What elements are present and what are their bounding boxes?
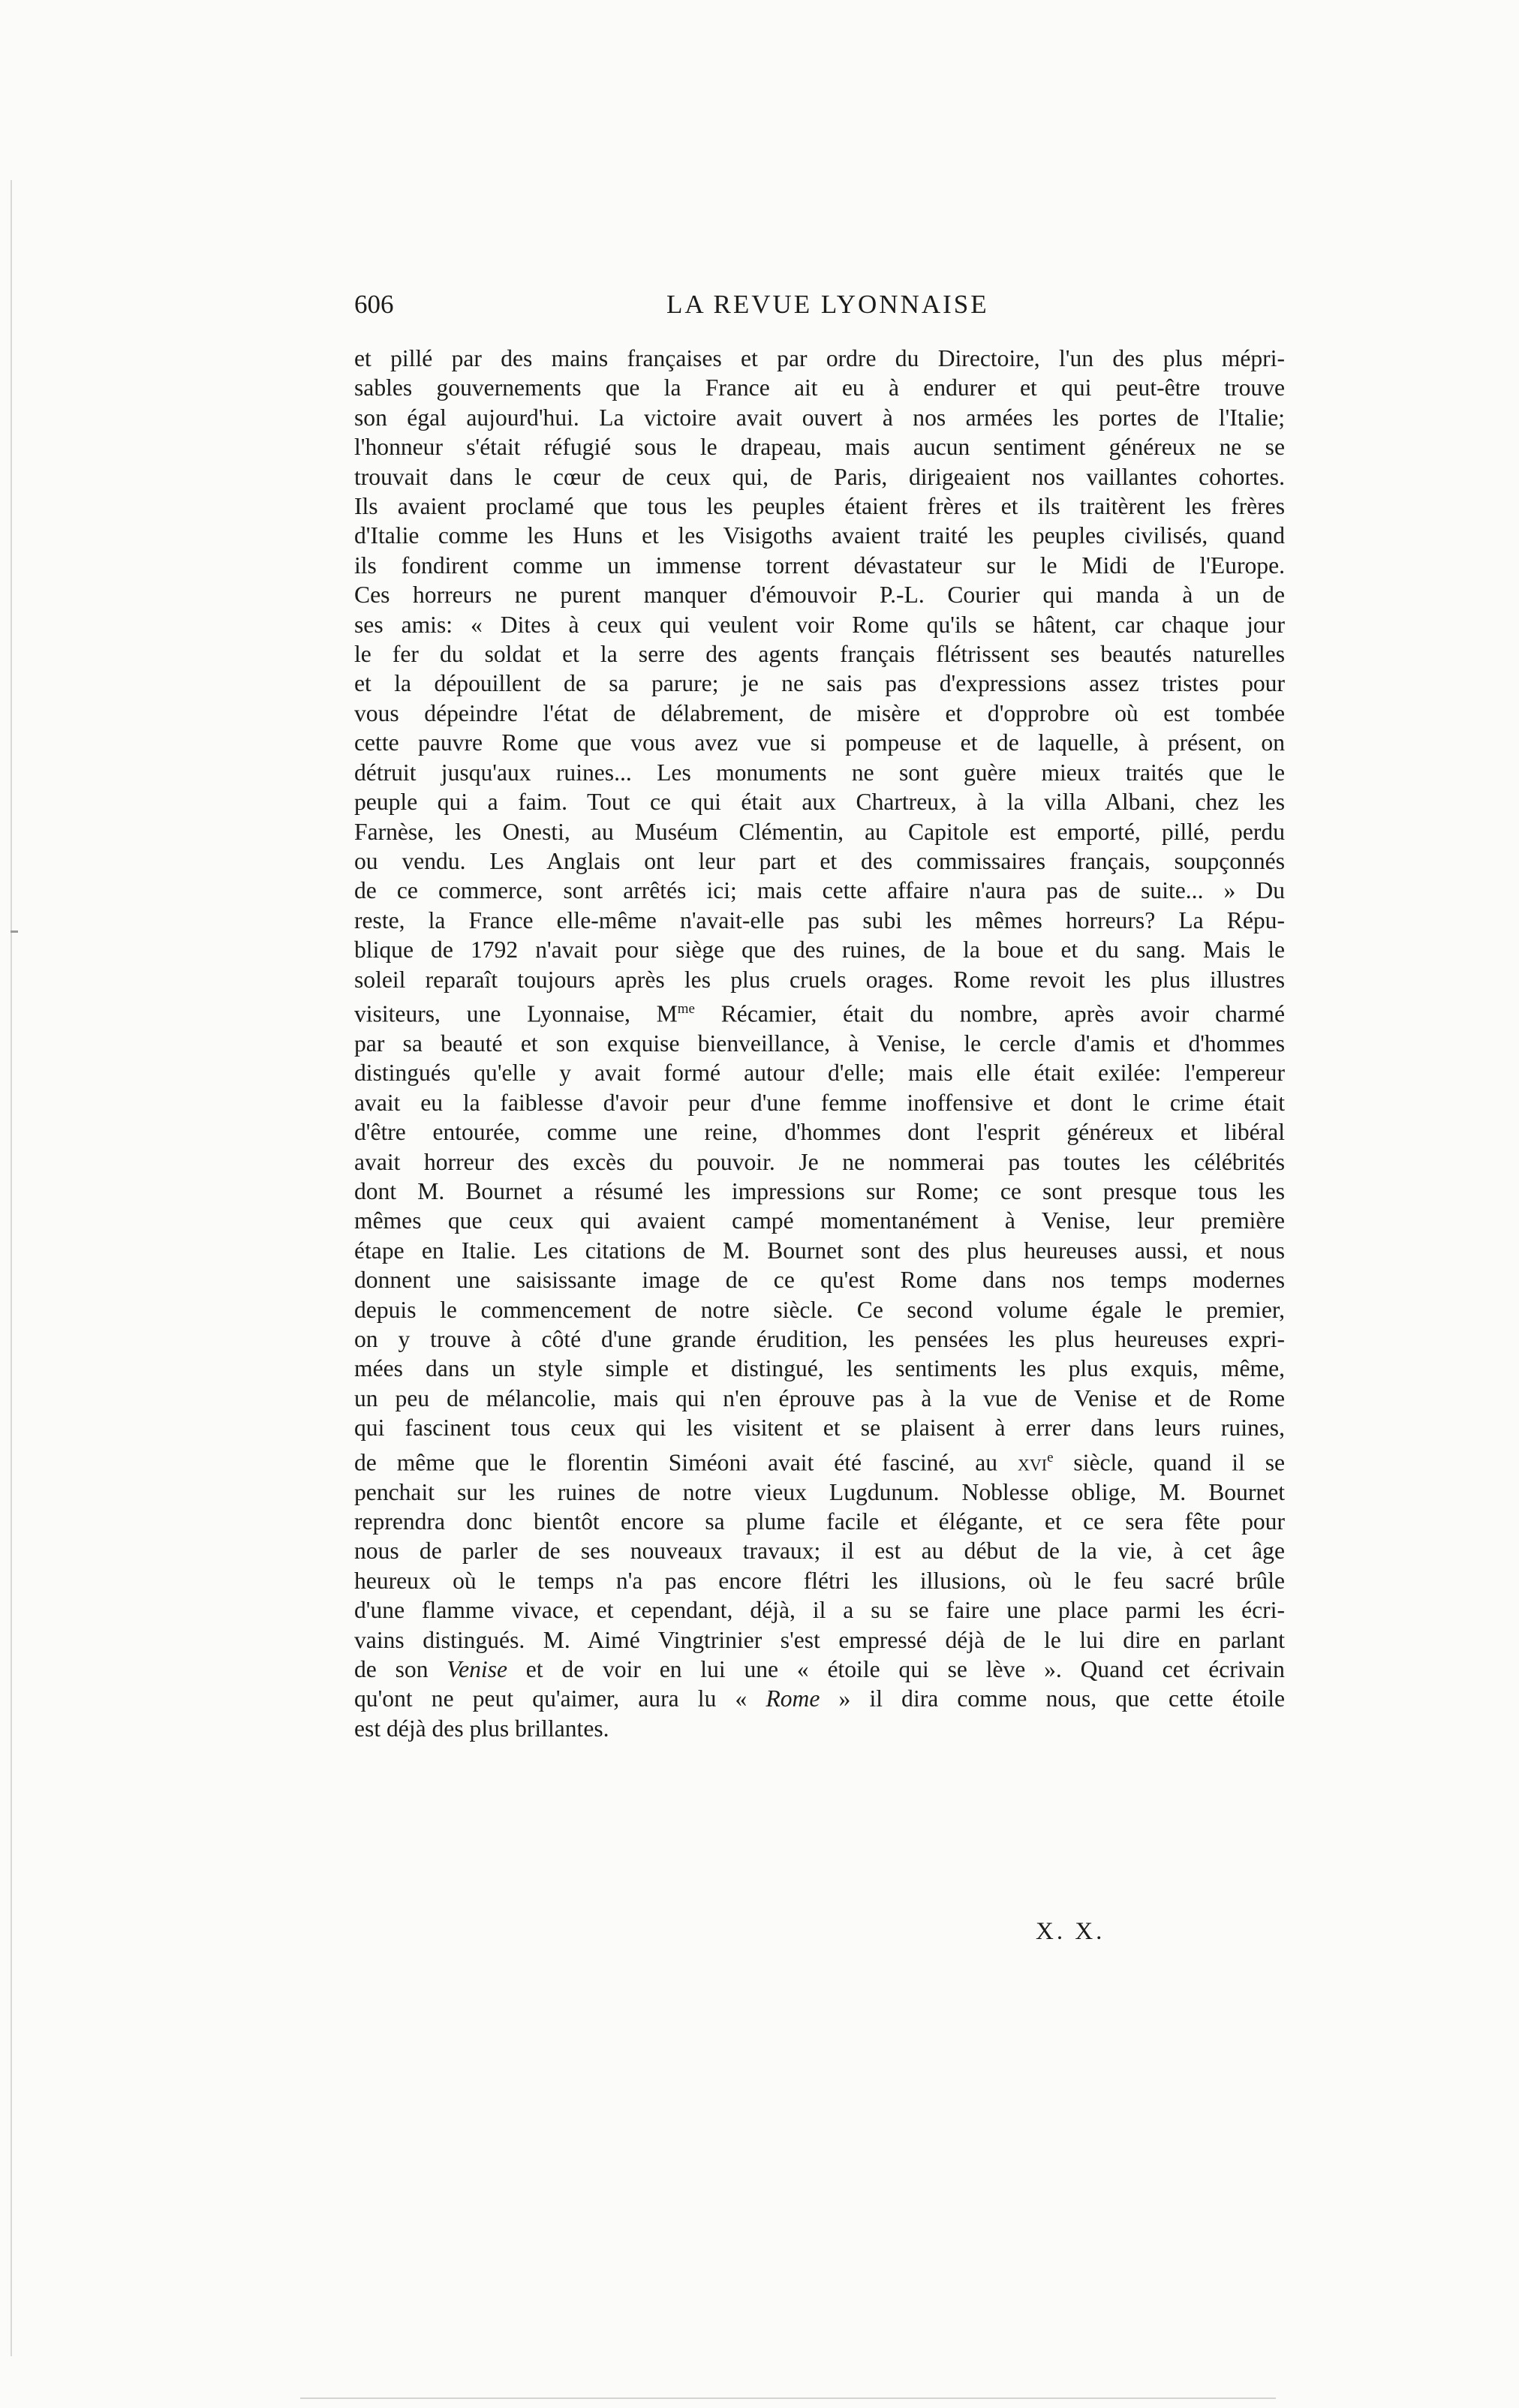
text-line: l'honneur s'était réfugié sous le drapeau, mais aucun sentiment généreux ne se: [354, 434, 1285, 461]
text-line: qui fascinent tous ceux qui les visitent et se plaisent à errer dans leurs ruines,: [354, 1414, 1285, 1441]
text-line: ses amis: « Dites à ceux qui veulent voir Rome qu'ils se hâtent, car chaque jour: [354, 611, 1285, 638]
text-line: trouvait dans le cœur de ceux qui, de Paris, dirigeaient nos vaillantes cohortes.: [354, 463, 1285, 490]
text-line: avait eu la faiblesse d'avoir peur d'une femme inoffensive et dont le crime était: [354, 1089, 1285, 1116]
text-line: un peu de mélancolie, mais qui n'en éprouve pas à la vue de Venise et de Rome: [354, 1384, 1285, 1411]
page-number: 606: [354, 290, 394, 319]
text-line: de son Venise et de voir en lui une « étoile qui se lève ». Quand cet écrivain: [354, 1655, 1285, 1682]
text-line: nous de parler de ses nouveaux travaux; il est au début de la vie, à cet âge: [354, 1538, 1285, 1565]
text-line: le fer du soldat et la serre des agents français flétrissent ses beautés naturelles: [354, 641, 1285, 668]
text-line: Ils avaient proclamé que tous les peuples étaient frères et ils traitèrent les frères: [354, 493, 1285, 520]
text-line: d'être entourée, comme une reine, d'hommes dont l'esprit généreux et libéral: [354, 1119, 1285, 1146]
text-line: ou vendu. Les Anglais ont leur part et des commissaires français, soupçonnés: [354, 847, 1285, 874]
text-line: qu'ont ne peut qu'aimer, aura lu « Rome » il dira comme nous, que cette étoile: [354, 1685, 1285, 1712]
scan-edge-mark: [11, 180, 12, 2356]
text-line: d'une flamme vivace, et cependant, déjà, il a su se faire une place parmi les écri-: [354, 1597, 1285, 1624]
text-line: Ces horreurs ne purent manquer d'émouvoir P.-L. Courier qui manda à un de: [354, 582, 1285, 609]
text-line: avait horreur des excès du pouvoir. Je ne nommerai pas toutes les célébrités: [354, 1148, 1285, 1175]
article-body: [354, 344, 1285, 1743]
text-line: ils fondirent comme un immense torrent dévastateur sur le Midi de l'Europe.: [354, 552, 1285, 579]
author-signature: X. X.: [1036, 1918, 1105, 1945]
text-line: détruit jusqu'aux ruines... Les monuments ne sont guère mieux traités que le: [354, 759, 1285, 786]
text-line: reste, la France elle-même n'avait-elle pas subi les mêmes horreurs? La Répu-: [354, 906, 1285, 933]
text-line: peuple qui a faim. Tout ce qui était aux Chartreux, à la villa Albani, chez les: [354, 789, 1285, 816]
page-header: [354, 290, 1300, 330]
text-line: reprendra donc bientôt encore sa plume facile et élégante, et ce sera fête pour: [354, 1508, 1285, 1535]
text-line: mêmes que ceux qui avaient campé momentanément à Venise, leur première: [354, 1207, 1285, 1234]
text-line: de ce commerce, sont arrêtés ici; mais cette affaire n'aura pas de suite... » Du: [354, 877, 1285, 904]
scan-edge-mark: [11, 930, 18, 933]
text-line: vains distingués. M. Aimé Vingtrinier s'est empressé déjà de le lui dire en parlant: [354, 1626, 1285, 1653]
running-title: LA REVUE LYONNAISE: [666, 290, 989, 319]
text-line: distingués qu'elle y avait formé autour d'elle; mais elle était exilée: l'empereur: [354, 1060, 1285, 1087]
text-line: sables gouvernements que la France ait eu à endurer et qui peut-être trouve: [354, 374, 1285, 401]
text-line: par sa beauté et son exquise bienveillance, à Venise, le cercle d'amis et d'hommes: [354, 1030, 1285, 1057]
text-line: blique de 1792 n'avait pour siège que des ruines, de la boue et du sang. Mais le: [354, 936, 1285, 964]
text-line: et la dépouillent de sa parure; je ne sais pas d'expressions assez tristes pour: [354, 670, 1285, 697]
text-line: mées dans un style simple et distingué, les sentiments les plus exquis, même,: [354, 1355, 1285, 1382]
text-line: est déjà des plus brillantes.: [354, 1715, 609, 1742]
text-line: d'Italie comme les Huns et les Visigoths avaient traité les peuples civilisés, quand: [354, 522, 1285, 549]
text-line: Farnèse, les Onesti, au Muséum Clémentin, au Capitole est emporté, pillé, perdu: [354, 818, 1285, 845]
text-line: soleil reparaît toujours après les plus cruels orages. Rome revoit les plus illustres: [354, 966, 1285, 993]
text-line: de même que le florentin Siméoni avait été fasciné, au xvi$^e$ siècle, quand il se: [354, 1449, 1286, 1476]
text-line: vous dépeindre l'état de délabrement, de misère et d'opprobre où est tombée: [354, 699, 1285, 726]
text-line: et pillé par des mains françaises et par ordre du Directoire, l'un des plus mépri-: [354, 345, 1285, 371]
text-line: penchait sur les ruines de notre vieux Lugdunum. Noblesse oblige, M. Bournet: [354, 1478, 1285, 1505]
text-line: dont M. Bournet a résumé les impressions sur Rome; ce sont presque tous les: [354, 1177, 1285, 1204]
text-line: visiteurs, une Lyonnaise, $M^{me}$ Récamier, était du nombre, après avoir charmé: [354, 1000, 1286, 1027]
text-line: donnent une saisissante image de ce qu'est Rome dans nos temps modernes: [354, 1267, 1285, 1294]
text-line: étape en Italie. Les citations de M. Bournet sont des plus heureuses aussi, et nous: [354, 1237, 1285, 1264]
scan-edge-mark: [300, 2397, 1276, 2399]
text-line: son égal aujourd'hui. La victoire avait ouvert à nos armées les portes de l'Italie;: [354, 404, 1285, 431]
text-line: cette pauvre Rome que vous avez vue si pompeuse et de laquelle, à présent, on: [354, 729, 1285, 756]
text-line: depuis le commencement de notre siècle. Ce second volume égale le premier,: [354, 1296, 1285, 1323]
text-line: heureux où le temps n'a pas encore flétri les illusions, où le feu sacré brûle: [354, 1567, 1285, 1594]
text-line: on y trouve à côté d'une grande érudition, les pensées les plus heureuses expri-: [354, 1325, 1285, 1352]
